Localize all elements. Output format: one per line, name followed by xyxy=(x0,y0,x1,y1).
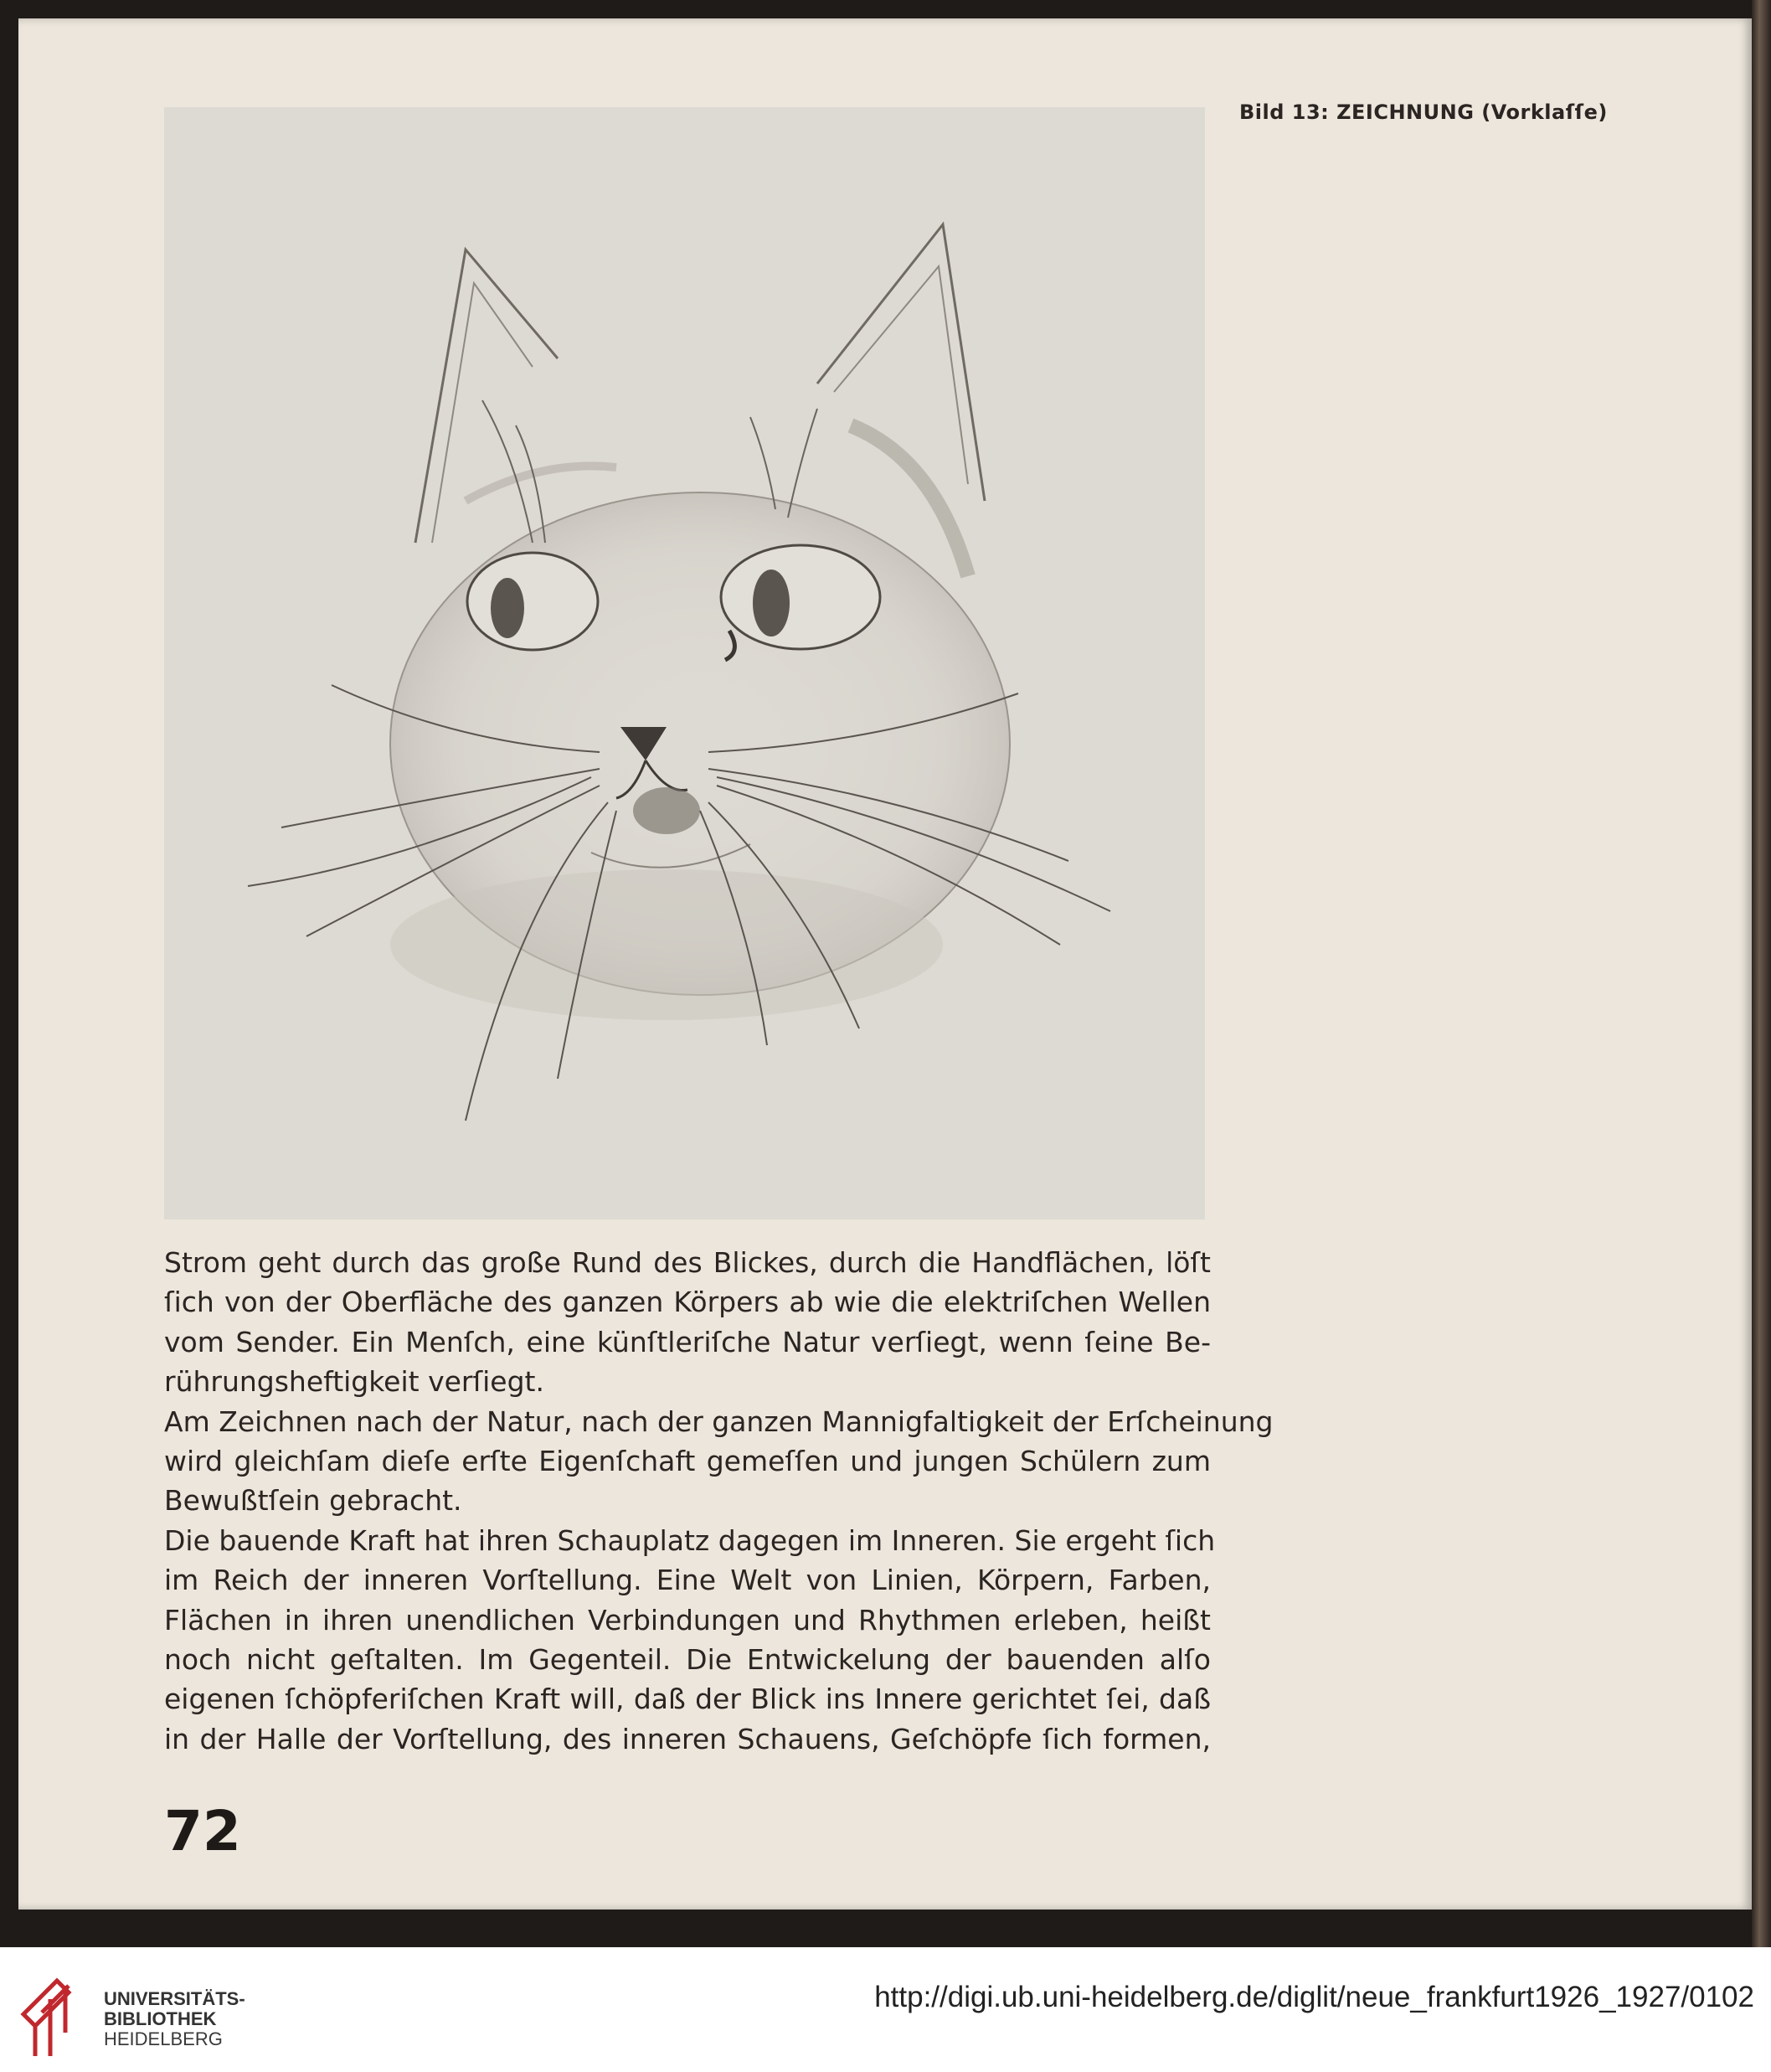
text-line: rührungsheftigkeit verſiegt. xyxy=(164,1365,544,1399)
body-text xyxy=(164,1243,1274,1759)
library-name-line2: BIBLIOTHEK xyxy=(104,2008,217,2029)
cat-sketch-icon xyxy=(164,107,1205,1219)
text-line: vom Sender. Ein Menſch, eine künſtleriſche Natur verſiegt, wenn ſeine Be- xyxy=(164,1325,1211,1358)
text-line: im Reich der inneren Vorſtellung. Eine Welt von Linien, Körpern, Farben, xyxy=(164,1564,1211,1597)
library-name-line3: HEIDELBERG xyxy=(104,2028,223,2049)
text-line: Am Zeichnen nach der Natur, nach der ganzen Mannigfaltigkeit der Erſcheinung xyxy=(164,1405,1274,1438)
text-line: in der Halle der Vorſtellung, des inneren Schauens, Geſchöpfe ſich formen, xyxy=(164,1722,1211,1755)
book-spine xyxy=(1752,0,1771,1947)
text-line: wird gleichſam dieſe erſte Eigenſchaft gemeſſen und jungen Schülern zum xyxy=(164,1444,1211,1477)
text-line: ſich von der Oberfläche des ganzen Körpers ab wie die elektriſchen Wellen xyxy=(164,1286,1211,1319)
text-line: Die bauende Kraft hat ihren Schauplatz dagegen im Inneren. Sie ergeht ſich xyxy=(164,1523,1216,1557)
figure-caption: Bild 13: ZEICHNUNG (Vorklaſſe) xyxy=(1239,101,1608,124)
text-line: Bewußtſein gebracht. xyxy=(164,1484,462,1518)
footer xyxy=(0,1947,1771,2072)
library-name xyxy=(104,1989,245,2049)
text-line: Flächen in ihren unendlichen Verbindungen und Rhythmen erleben, heißt xyxy=(164,1603,1211,1636)
text-line: Strom geht durch das große Rund des Blickes, durch die Handflächen, löſt xyxy=(164,1246,1211,1279)
library-logo-icon xyxy=(17,1974,100,2058)
text-line: noch nicht geſtalten. Im Gegenteil. Die Entwickelung der bauenden alſo xyxy=(164,1642,1211,1676)
page-number: 72 xyxy=(164,1799,241,1863)
cat-drawing-illustration xyxy=(164,107,1205,1219)
library-name-line1: UNIVERSITÄTS- xyxy=(104,1988,245,2009)
source-url-link[interactable]: http://digi.ub.uni-heidelberg.de/diglit/neue_frankfurt1926_1927/0102 xyxy=(874,1981,1754,2013)
text-line: eigenen ſchöpferiſchen Kraft will, daß der Blick ins Innere gerichtet ſei, daß xyxy=(164,1683,1211,1716)
